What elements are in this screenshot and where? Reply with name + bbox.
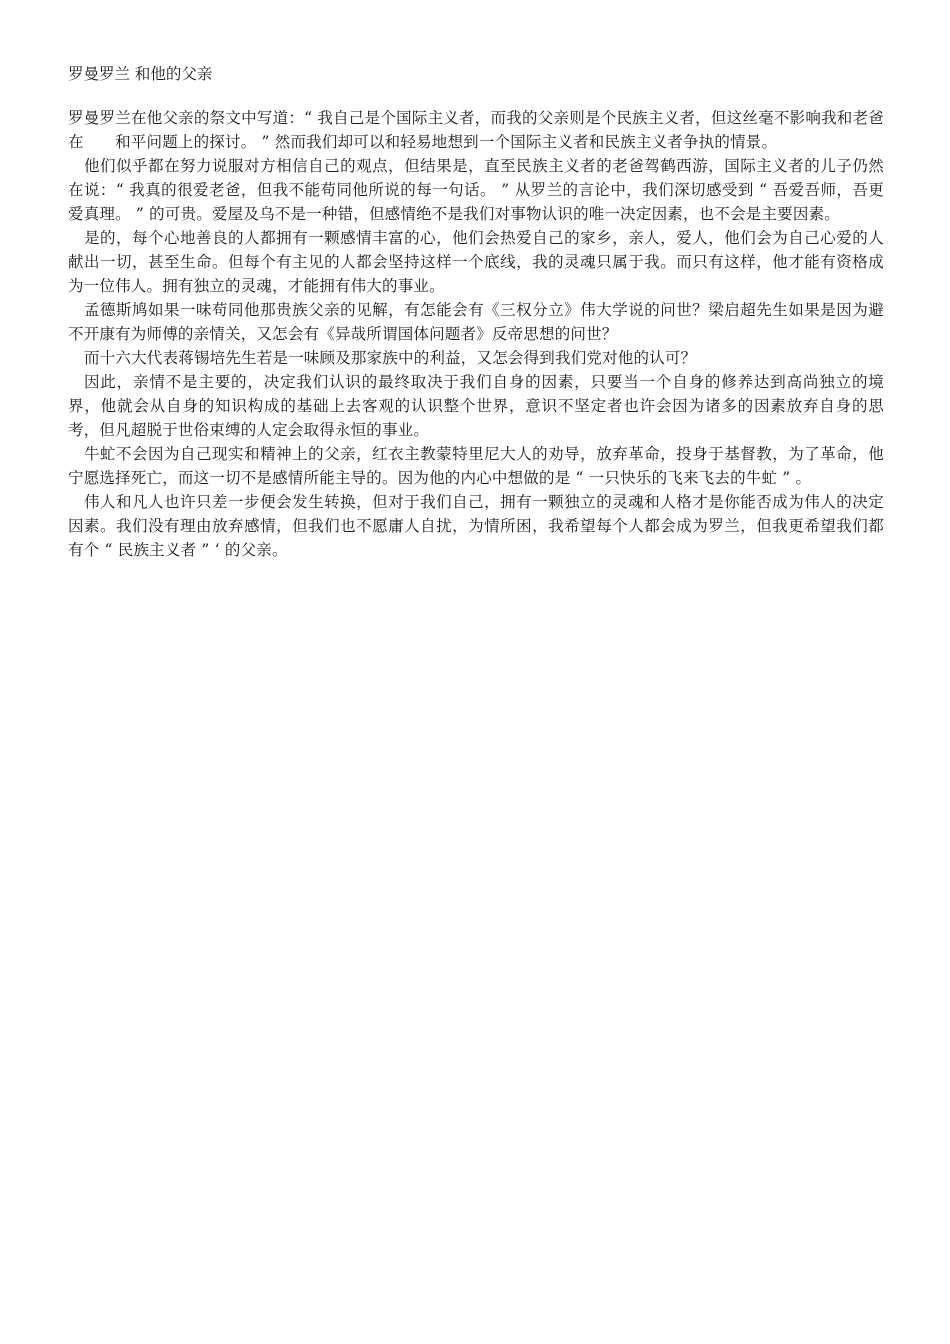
- document-page: [68, 62, 884, 562]
- paragraph-5: 而十六大代表蒋锡培先生若是一味顾及那家族中的利益，又怎会得到我们党对他的认可？: [84, 349, 697, 367]
- paragraph-7: 牛虻不会因为自己现实和精神上的父亲，红衣主教蒙特里尼大人的劝导，放弃革命，投身于基督教，为了革命，他宁愿选择死亡，而这一切不是感情所能主导的。因为他的内心中想做的是 “ 一只快乐的飞来飞去的牛虻 ” 。: [68, 445, 884, 487]
- paragraph-6: 因此，亲情不是主要的，决定我们认识的最终取决于我们自身的因素，只要当一个自身的修养达到高尚独立的境界，他就会从自身的知识构成的基础上去客观的认识整个世界，意识不坚定者也许会因为诸多的因素放弃自身的思考，但凡超脱于世俗束缚的人定会取得永恒的事业。: [68, 373, 884, 439]
- paragraph-4: 孟德斯鸠如果一味苟同他那贵族父亲的见解，有怎能会有《三权分立》伟大学说的问世？梁启超先生如果是因为避不开康有为师傅的亲情关，又怎会有《异哉所谓国体问题者》反帝思想的问世？: [68, 301, 884, 343]
- paragraph-2: 他们似乎都在努力说服对方相信自己的观点，但结果是，直至民族主义者的老爸驾鹤西游，国际主义者的儿子仍然在说：“ 我真的很爱老爸，但我不能苟同他所说的每一句话。 ” 从罗兰的言论中，我们深切感受到 “ 吾爱吾师，吾更爱真理。 ” 的可贵。爱屋及乌不是一种错，但感情绝不是我们对事物认识的唯一决定因素，也不会是主要因素。: [68, 157, 884, 223]
- document-title: 罗曼罗兰 和他的父亲: [68, 65, 213, 83]
- paragraph-1: 罗曼罗兰在他父亲的祭文中写道：“ 我自己是个国际主义者，而我的父亲则是个民族主义者，但这丝毫不影响我和老爸在 和平问题上的探讨。 ” 然而我们却可以和轻易地想到一个国际主义者和民族主义者争执的情景。: [68, 109, 884, 151]
- paragraph-3: 是的，每个心地善良的人都拥有一颗感情丰富的心，他们会热爱自己的家乡，亲人，爱人，他们会为自己心爱的人献出一切，甚至生命。但每个有主见的人都会坚持这样一个底线，我的灵魂只属于我。而只有这样，他才能有资格成为一位伟人。拥有独立的灵魂，才能拥有伟大的事业。: [68, 229, 884, 295]
- paragraph-8: 伟人和凡人也许只差一步便会发生转换，但对于我们自己，拥有一颗独立的灵魂和人格才是你能否成为伟人的决定因素。我们没有理由放弃感情，但我们也不愿庸人自扰，为情所困，我希望每个人都会成为罗兰，但我更希望我们都有个 “ 民族主义者 ” ‘ 的父亲。: [68, 493, 884, 559]
